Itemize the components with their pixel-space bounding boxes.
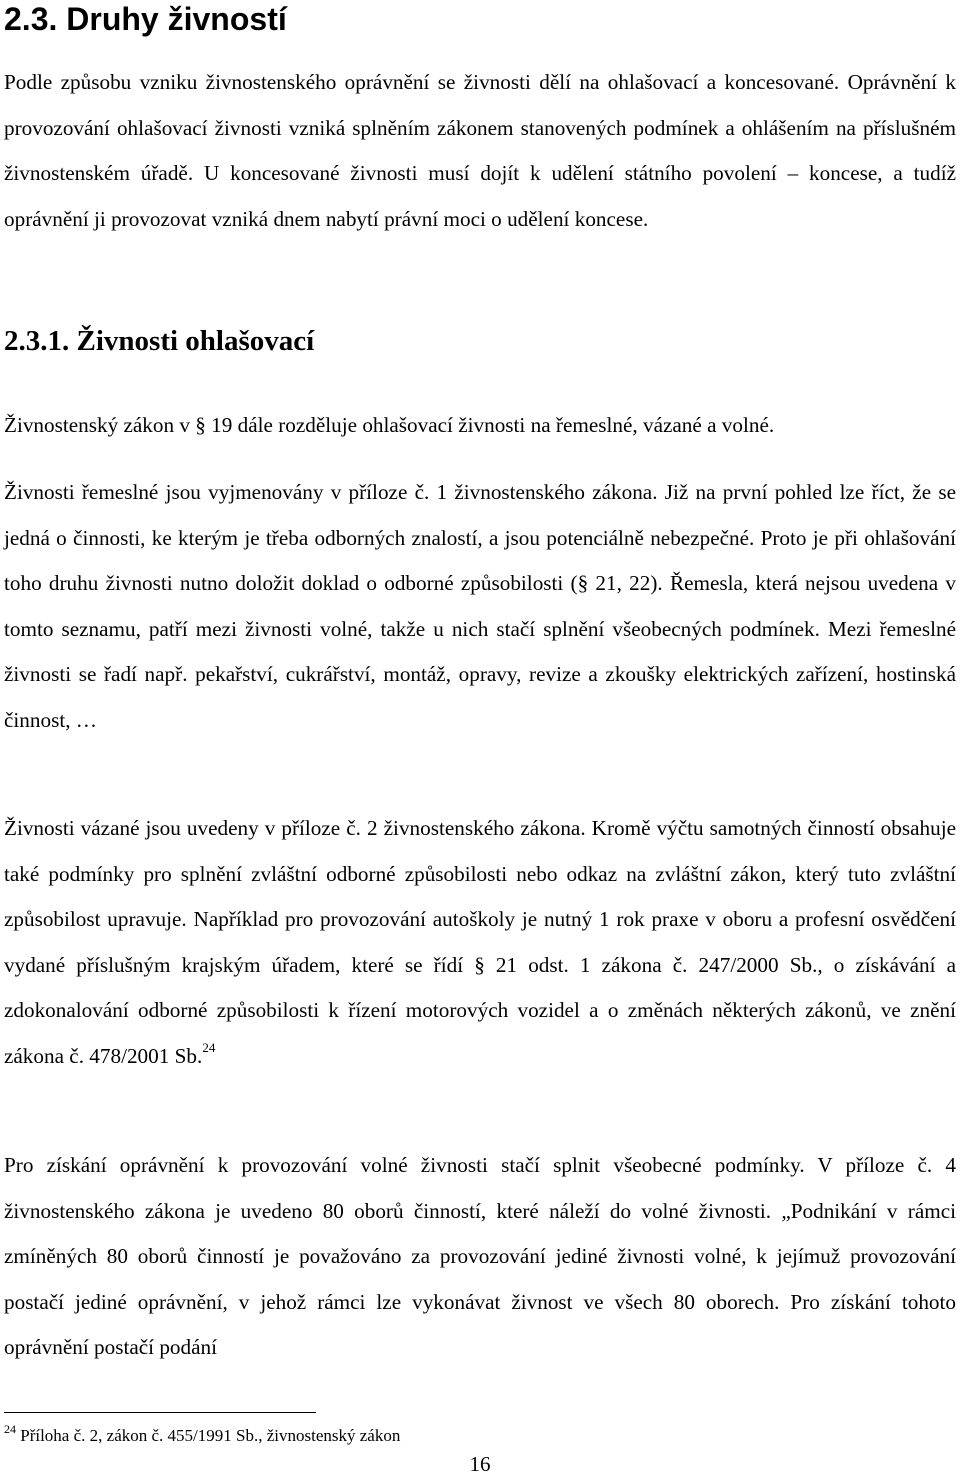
volne-paragraph: Pro získání oprávnění k provozování volné živnosti stačí splnit všeobecné podmínky. V příloze č. 4 živnostenského zákona je uvedeno 80 oborů činností, které náleží do volné živnosti. „Podnikání v rámci zmíněných 80 oborů činností je považováno za provozování jediné živnosti volné, k jejímuž provozování postačí jediné oprávnění, v jehož rámci lze vykonávat živnost ve všech 80 oborech. Pro získání tohoto oprávnění postačí podání <box>4 1153 956 1359</box>
intro-paragraph: Podle způsobu vzniku živnostenského oprávnění se živnosti dělí na ohlašovací a koncesované. Oprávnění k provozování ohlašovací živnosti vzniká splněním zákonem stanovených podmínek a ohlášením na příslušném živnostenském úřadě. U koncesované živnosti musí dojít k udělení státního povolení – koncese, a tudíž oprávnění ji provozovat vzniká dnem nabytí právní moci o udělení koncese. <box>4 70 956 231</box>
subsection-heading <box>4 322 314 360</box>
page-number: 16 <box>469 1452 491 1476</box>
vazane-paragraph-text: Živnosti vázané jsou uvedeny v příloze č. 2 živnostenského zákona. Kromě výčtu samotných činností obsahuje také podmínky pro splnění zvláštní odborné způsobilosti nebo odkaz na zvláštní zákon, který tuto zvláštní způsobilost upravuje. Například pro provozování autoškoly je nutný 1 rok praxe v oboru a profesní osvědčení vydané příslušným krajským úřadem, které se řídí § 21 odst. 1 zákona č. 247/2000 Sb., o získávání a zdokonalování odborné způsobilosti k řízení motorových vozidel a o změnách některých zákonů, ve znění zákona č. 478/2001 Sb. <box>4 816 956 1068</box>
subsection-title: Živnosti ohlašovací <box>76 325 315 357</box>
section-title: Druhy živností <box>66 1 287 37</box>
section-number: 2.3. <box>4 1 58 37</box>
vazane-paragraph <box>4 806 956 1079</box>
footnote-separator <box>4 1412 316 1413</box>
rozdeleni-paragraph: Živnostenský zákon v § 19 dále rozděluje ohlašovací živnosti na řemeslné, vázané a volné. <box>4 413 775 437</box>
footnote-text: Příloha č. 2, zákon č. 455/1991 Sb., živnostenský zákon <box>20 1426 401 1445</box>
remeslne-paragraph: Živnosti řemeslné jsou vyjmenovány v příloze č. 1 živnostenského zákona. Již na první pohled lze říct, že se jedná o činnosti, ke kterým je třeba odborných znalostí, a jsou potenciálně nebezpečné. Proto je při ohlašování toho druhu živnosti nutno doložit doklad o odborné způsobilosti (§ 21, 22). Řemesla, která nejsou uvedena v tomto seznamu, patří mezi živnosti volné, takže u nich stačí splnění všeobecných podmínek. Mezi řemeslné živnosti se řadí např. pekařství, cukrářství, montáž, opravy, revize a zkoušky elektrických zařízení, hostinská činnost, … <box>4 480 956 732</box>
footnote-reference[interactable]: 24 <box>202 1040 216 1056</box>
section-heading <box>4 0 287 38</box>
footnote <box>4 1422 401 1447</box>
subsection-number: 2.3.1. <box>4 325 70 357</box>
footnote-number: 24 <box>4 1422 16 1437</box>
